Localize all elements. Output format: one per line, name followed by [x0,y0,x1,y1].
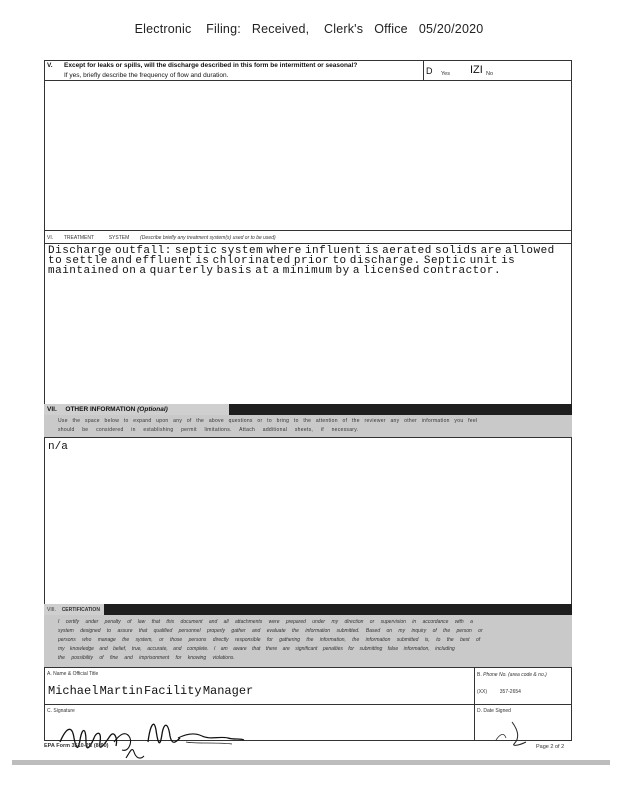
phone-area-code: (XX) [477,689,487,695]
page-number: Page 2 of 2 [536,744,565,750]
no-checkbox[interactable] [470,64,483,76]
date-signed-heading [477,708,511,714]
form-identifier: EPA Form 3510-2E (8-90) [44,743,109,749]
name-title-label: A. [47,671,52,677]
section-v-question: Except for leaks or spills, will the discharge described in this form be intermittent or seasonal? [64,62,358,69]
certification-line-4: my knowledge and belief, true, accurate, and complete. I am aware that there are significant penalties for submitting false information, including [58,646,455,652]
certification-line-2: system designed to assure that qualified personnel properly gather and evaluate the information submitted. Based on my inquiry of the person or [58,628,483,634]
section-vii-title: OTHER INFORMATION [65,406,136,413]
section-vi-rule [44,243,572,244]
yes-checkbox-mark: D [426,66,433,76]
phone-number[interactable] [477,689,521,695]
section-vii-instruction-1: Use the space below to expand upon any of the above questions or to bring to the attention of the reviewer any other information you feel [58,418,478,424]
signature-label: C. [47,708,52,714]
date-signed-label: D. [477,708,482,714]
phone-heading [477,671,567,679]
yes-checkbox[interactable] [426,66,433,76]
phone-label: B. [477,672,482,678]
filing-stamp-header: Electronic Filing: Received, Clerk's Office 05/20/2020 [134,22,484,36]
section-vii-heading [47,406,168,413]
phone-digits: 357-2654 [499,689,521,695]
date-signed-caption: Date Signed [483,708,511,714]
signature-rule [44,704,572,705]
section-vii-rule [44,437,572,438]
section-vi-title: TREATMENT [63,235,94,241]
scan-edge-shadow [12,760,610,765]
name-title-value[interactable]: Michael Martin Facility Manager [48,684,254,698]
no-label: No [486,71,494,77]
section-vi-top-rule [44,230,572,231]
certification-line-3: persons who manage the system, or those persons directly responsible for gathering the information, the information submitted is, to the best of [58,637,481,643]
section-v-label: V. [47,62,53,69]
section-vi-system-label: SYSTEM [108,235,130,241]
treatment-system-text[interactable]: Discharge outfall: septic system where influent is aerated solids are allowed to settle and effluent is chlorinated prior to discharge. Septic unit is maintained on a quarterly basis at a minimum by a licensed contractor. [48,245,555,277]
section-viii-banner [44,604,572,615]
certification-line-1: I certify under penalty of law that this document and all attachments were prepared under my direction or supervision in accordance with a [58,619,473,625]
yes-label: Yes [441,71,450,77]
section-vii-optional: (Optional) [137,406,168,413]
certification-line-5: the possibility of fine and imprisonment for knowing violations. [58,655,235,661]
other-information-text[interactable]: n/a [48,441,68,453]
name-title-heading [47,671,98,677]
date-signed-mark[interactable] [492,716,532,746]
section-v-answer-area[interactable] [45,81,571,230]
section-v-subquestion: If yes, briefly describe the frequency of flow and duration. [64,72,229,79]
no-checkbox-mark: IZI [470,64,483,76]
section-viii-rule [44,667,572,668]
handwritten-signature[interactable] [56,712,256,762]
section-vii-label: VII. [47,406,57,413]
section-viii-label: VIII. [47,607,56,613]
section-vi-label: VI. [47,235,54,241]
section-viii-heading [47,607,100,613]
section-vi-heading [47,235,547,241]
section-vii-instruction-2: should be considered in establishing permit limitations. Attach additional sheets, if necessary. [58,427,359,433]
section-vi-instruction: (Describe briefly any treatment system(s) used or to be used) [140,235,276,241]
name-title-caption: Name & Official Title [53,671,99,677]
section-v-divider [423,60,424,80]
signature-caption: Signature [53,708,75,714]
section-viii-title: CERTIFICATION [61,607,100,613]
phone-caption: Phone No. (area code & no.) [483,672,547,678]
